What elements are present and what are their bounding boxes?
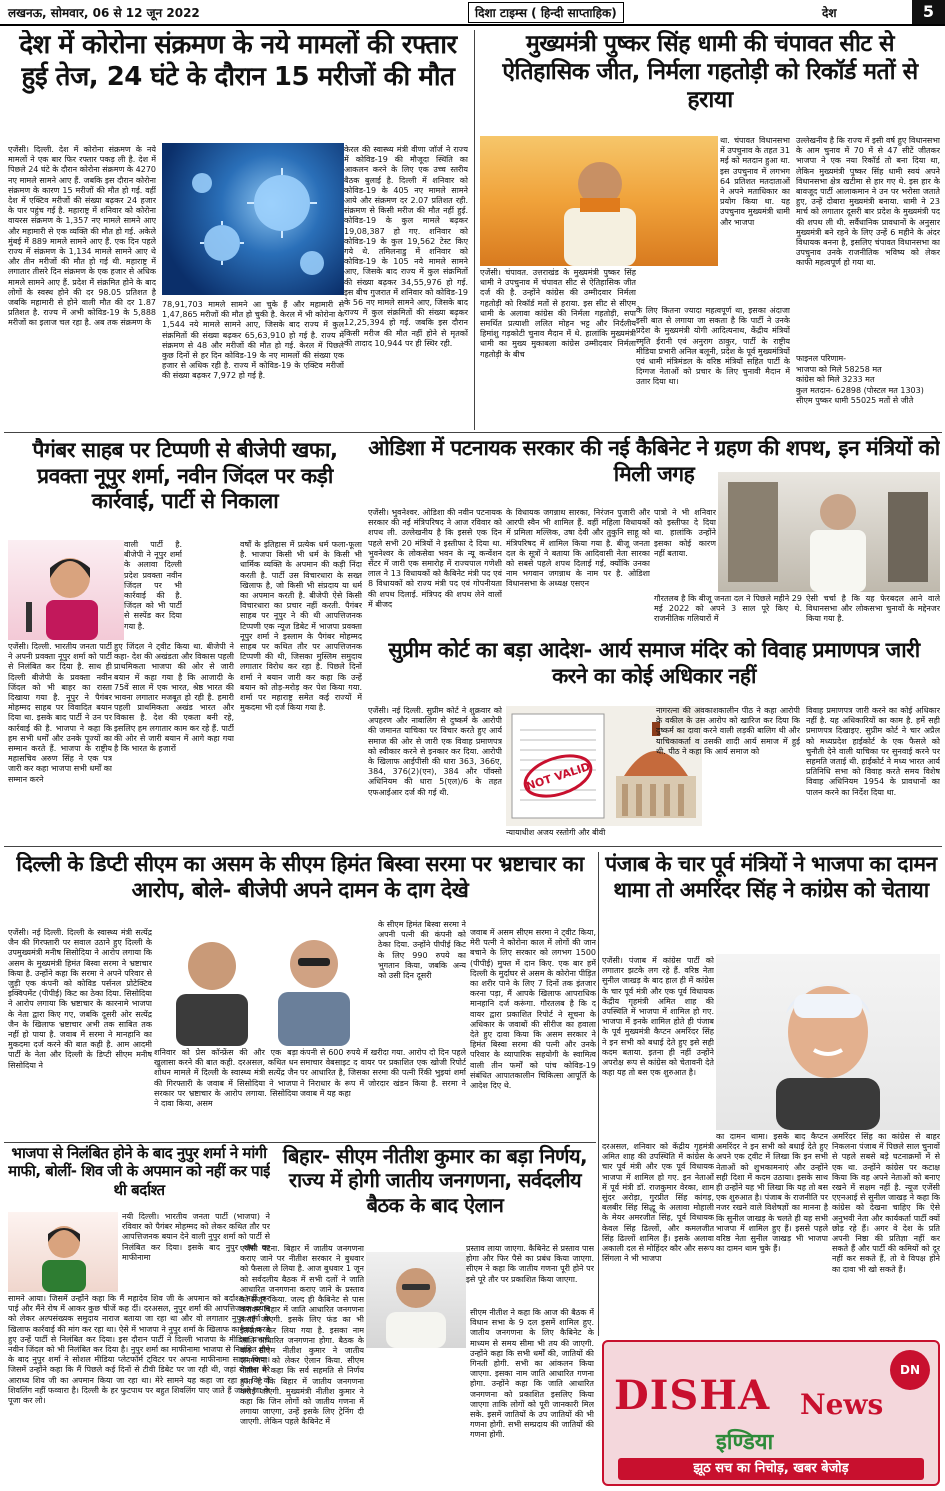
a2-col2: के लिए कितना ज्यादा महत्वपूर्ण था, इसका अंदाजा इसी बात से लगाया जा सकता है कि पार्टी ने उनके प्रदेश के मुख्यमंत्री योगी आदित्यनाथ, केंद्रीय मंत्रियों स्मृति ईरानी एवं अनुराग ठाकुर, पार्टी के राष्ट्रीय मीडिया प्रभारी अनिल बलूनी, प्रदेश के पूर्व मुख्यमंत्रियों एवं धामी मंत्रिमंडल के वरिष्ठ मंत्रियों सहित पार्टी के दिग्गज नेताओं को प्रचार के लिए चुनावी मैदान में उतार दिया था।: [636, 306, 790, 387]
a5-col2: नागरत्ना की अवकाशकालीन पीठ ने कहा आरोपी के वकील के उस आरोप को खारिज कर दिया कि दुष्कर्म का दावा करने वाली लड़की बालिग थी और याचिकाकर्ता व उसकी शादी आर्य समाज में हुई थी. पीठ ने कहा कि आर्य समाज को: [656, 706, 800, 756]
a7-col2: का दामन थामा। इसके बाद कैप्टन अमरिंदर ने इन सभी को बधाई देते हुए अपने एक ट्वीट में लिखा कि इन सभी नेताओं को शुभकामनाएं और उन्होंने सही दिशा में कदम उठाया। इसके साथ ही उन्होंने यह भी लिखा कि यह तो बस एक शुरुआत है। पंजाब के राजनीति पर नजर रखने वाले विशेषज्ञों का मानना है कि सुनील जाखड़ के चलते ही यह सभी भाजपा में शामिल हुए हैं। इससे पहले वरिष्ठ नेता सुनील जाखड़ भी भाजपा का दामन थाम चुके हैं।: [716, 1132, 828, 1254]
a8-col1-top: नयी दिल्ली। भारतीय जनता पार्टी (भाजपा) ने रविवार को पैगंबर मोहम्मद को लेकर कथित तौर पर आपत्तिजनक बयान देने वाली नुपुर शर्मा को पार्टी से निलंबित कर दिया। इसके बाद नुपुर शर्मा का माफीनामा: [122, 1212, 270, 1262]
result-line: भाजपा को मिले 58258 मत: [796, 364, 882, 374]
a8-col1: सामने आया। जिसमें उन्होंने कहा कि मैं महादेव शिव जी के अपमान को बर्दाश्त नहीं कर पाई और मैंने रोष में आकर कुछ चीजें कह दीं। दरअसल, नुपुर शर्मा की आपत्तिजनक बयान को लेकर अल्पसंख्यक समुदाय नाराज बताया जा रहा था और वो लगातार नुपुर शर्मा के खिलाफ कार्रवाई की मांग कर रहा था। ऐसे में भाजपा ने नुपुर शर्मा के खिलाफ कार्रवाई करते हुए उन्हें पार्टी से निलंबित कर दिया। इस दौरान पार्टी ने दिल्ली भाजपा के मीडिया प्रभारी नवीन जिंदल को भी निलंबित कर दिया है। नुपुर शर्मा का माफीनामा भाजपा से निलंबित होने के बाद नुपुर शर्मा ने सोशल मीडिया प्लेटफॉर्म ट्विटर पर अपना माफीनामा साझा किया। जिसमें उन्होंने कहा कि मैं पिछले कई दिनों से टीवी डिबेट पर जा रही थी, जहां रोजाना मेरे आराध्य शिव जी का अपमान किया जा रहा था। मेरे सामने यह कहा जा रहा था कि वो शिवलिंग नहीं फव्वारा है। दिल्ली के हर फुटपाथ पर बहुत शिवलिंग पाए जाते हैं जाओ जा के पूजा कर लो।: [8, 1294, 270, 1406]
a6-col4: जवाब में असम सीएम सरमा ने ट्वीट किया, मेरी पत्नी ने कोरोना काल में लोगों की जान बचाने के लिए सरकार को लगभग 1500 (पीपीई) मुफ्त में दान किए. एक बार हमें दिल्ली के मुर्दाघर से असम के कोरोना पीड़ित का शरीर पाने के लिए 7 दिनों तक इंतजार करना पड़ा, मैं आपके खिलाफ आपराधिक मानहानि दर्ज करूंगा. गौरतलब है कि द वायर द्वारा प्रकाशित रिपोर्ट ने सूचना के अधिकार के जवाबों की सीरीज का हवाला देते हुए दावा किया कि असम सरकार ने हिमंत बिस्वा सरमा की पत्नी और उनके परिवार के व्यापारिक सहयोगी के स्वामित्व वाली तीन फर्मों को पांच कोविड-19 संबंधित आपातकालीन चिकित्सा आपूर्ति के आदेश दिए थे.: [470, 928, 596, 1091]
a1-virus-image: [162, 143, 344, 295]
a4-col3: पात्रो ने भी शनिवार को इस्तीफा दे दिया था. हालांकि उन्होंने इसका कोई कारण नहीं बताया.: [654, 508, 716, 558]
a5-headline: सुप्रीम कोर्ट का बड़ा आदेश- आर्य समाज मंदिर को विवाह प्रमाणपत्र जारी करने का कोई अधिकार नहीं: [388, 638, 920, 688]
ad-badge-icon: [890, 1350, 930, 1390]
a9-col2: सीएम नीतीश ने कहा कि आज की बैठक में विधान सभा के 9 दल इसमें शामिल हुए. जातीय जनगणना के लिए कैबिनेट के माध्यम से समय सीमा भी तय की जाएगी. उन्होंने कहा कि सभी धर्मों की, जातियों की गिनती होगी. सभी का आंकलन किया जाएगा. इसका नाम जाति आधारित गणना होगा. उन्होंने कहा कि जाति आधारित जनगणना को प्रकाशित इसलिए किया जाएगा ताकि लोगों को पूरी जानकारी मिल सके. इसमें जातियों के उप जातियों की भी गणना होगी. सभी सम्प्रदाय की जातियों की गणना होगी.: [470, 1308, 594, 1440]
row-divider: [4, 432, 942, 433]
a2-col1: था. चंपावत विधानसभा में उपचुनाव के तहत 31 मई को मतदान हुआ था. इस उपचुनाव में लगभग 64 प्रतिशत मतदाताओं ने अपने मताधिकार का प्रयोग किया था. यह उपचुनाव मुख्यमंत्री धामी और भाजपा: [720, 136, 790, 227]
ad-sub: इण्डिया: [716, 1430, 774, 1455]
a3-nupur-photo: [8, 540, 124, 640]
ad-tagline: झूठ सच का निचोड़, खबर बेजोड़: [618, 1458, 924, 1480]
a1-col3: केरल की स्वास्थ्य मंत्री वीणा जॉर्ज ने राज्य में कोविड-19 की मौजूदा स्थिति का आकलन करने के लिए एक उच्च स्तरीय बैठक बुलाई है. दिल्ली में शनिवार को कोविड-19 के 405 नए मामले सामने आये और संक्रमण दर 2.07 प्रतिशत रही. संक्रमण से किसी मरीज की मौत नहीं हुई. कोविड-19 के कुल मामले बढ़कर 19,08,387 हो गए. शनिवार को कोविड-19 के कुल 19,562 टेस्ट किए गये थे. तमिलनाडु में शनिवार को कोविड-19 के 105 नये मामले सामने आए, जिसके बाद राज्य में कुल संक्रमितों की संख्या बढ़कर 34,55,976 हो गई. इस बीच गुजरात में शनिवार को कोविड-19 के 56 नए मामले सामने आए, जिसके बाद राज्य में कुल संक्रमितों की संख्या बढ़कर 12,25,394 हो गई. जबकि इस दौरान किसी मरीज की मौत नहीं होने से मृतकों की तादाद 10,944 पर ही स्थिर रही.: [344, 145, 468, 348]
page-number: 5: [912, 0, 945, 24]
person-icon: [716, 954, 940, 1130]
result-line: फाइनल परिणाम-: [796, 354, 846, 363]
a5-col1: एजेंसी। नई दिल्ली. सुप्रीम कोर्ट ने शुक्रवार को अपहरण और नाबालिग से दुष्कर्म के आरोपी की जमानत याचिका पर विचार करते हुए आर्य समाज की ओर से जारी एक विवाह प्रमाणपत्र को स्वीकार करने से इनकार कर दिया. आरोपी के खिलाफ आईपीसी की धारा 363, 366ए, 384, 376(2)(एन), 384 और पॉक्सो अधिनियम की धारा 5(एल)/6 के तहत एफआईआर दर्ज की गई थी.: [368, 706, 502, 797]
a9-nitish-photo: [366, 1252, 466, 1348]
a3-headline: पैगंबर साहब पर टिप्पणी से बीजेपी खफा, प्रवक्ता नूपुर शर्मा, नवीन जिंदल पर कड़ी कार्रवाई, पार्टी से निकाला: [32, 438, 338, 514]
a6-col2a: के सीएम हिमंत बिस्वा सरमा ने अपनी पत्नी की कंपनी को ठेका दिया. उन्होंने पीपीई किट के लिए 990 रुपये का भुगतान किया, जबकि अन्य को उसी दिन दूसरी: [378, 920, 466, 981]
a1-col2: 78,91,703 मामले सामने आ चुके हैं और महामारी से 1,47,865 मरीजों की मौत हो चुकी है. केरल में भी कोरोना के 1,544 नये मामले सामने आए, जिसके बाद राज्य में कुल संक्रमितों की संख्या बढ़कर 65,63,910 हो गई है. राज्य में संक्रमण से 48 और मरीजों की मौत हो गई. केरल में पिछले कुछ दिनों से हर दिन कोविड-19 के नए मामलों की संख्या एक हजार से अधिक रही है. राज्य में कोविड-19 के एक्टिव मरीजों की संख्या बढ़कर 7,972 हो गई है.: [162, 300, 344, 381]
a6-leaders-photo: [154, 920, 376, 1046]
row-divider: [4, 1142, 596, 1143]
a7-col3: अमरिंदर सिंह का कांग्रेस से बाहर निकलना पंजाब में पिछले साल चुनावों से पहले सबसे बड़े घटनाक्रमों में से एक था. उन्होंने कांग्रेस पर कटाक्ष किया कि वह अपने नेताओं को बनाए रखने में सक्षम नहीं है. न्यूज एजेंसी एएनआई से सुनील जाखड़ ने कहा कि कांग्रेस को देखना चाहिए कि ऐसे अनुभवी नेता और कार्यकर्ता पार्टी क्यों छोड़ रहे हैं। अगर वे देश के प्रति अपनी निष्ठा की प्रतिज्ञा नहीं कर सकते हैं और पार्टी की कमियों को दूर नहीं कर सकते हैं, तो वे विपक्ष होने का दावा भी खो सकते हैं।: [832, 1132, 940, 1274]
a4-col3b: गौरतलब है कि बीजू जनता दल ने पिछले महीने 29 मई 2022 को अपने 3 साल पूरे किए थे. राजनीतिक गलियारों में: [654, 594, 802, 624]
not-valid-stamp: NOT VALID: [524, 760, 592, 793]
person-icon: [366, 1252, 466, 1348]
a8-nupur-photo: [8, 1212, 118, 1292]
person-icon: [480, 136, 718, 266]
page-header: [0, 0, 945, 26]
result-line: सीएम पुष्कर धामी 55025 मतों से जीते: [796, 396, 914, 405]
a7-col1b: दरअसल, शनिवार को केंद्रीय गृहमंत्री अमित शाह की उपस्थिति में कांग्रेस के चार पूर्व मंत्री और एक पूर्व विधायक भाजपा में शामिल हो गए. इन नेताओं में पूर्व मंत्री डॉ. राजकुमार वेरका, शाम सुंदर अरोड़ा, गुरप्रीत सिंह कांगड़, बलबीर सिंह सिद्धू के अलावा मोहाली के मेयर अमरजीत सिंह, पूर्व विधायक केवल सिंह ढिल्लों, और कमलजीत सिंह ढिल्लों शामिल हैं। इसके अलावा अकाली दल से मोहिंदर कौर और सरूप सिंगला ने भी भाजपा: [602, 1142, 714, 1264]
person-icon: [718, 472, 940, 592]
date-line: लखनऊ, सोमवार, 06 से 12 जून 2022: [8, 6, 200, 20]
a1-col1: एजेंसी। दिल्ली. देश में कोरोना संक्रमण के नये मामलों ने एक बार फिर रफ्तार पकड़ ली है. देश में पिछले 24 घंटे के दौरान कोरोना संक्रमण के 4270 नए मामले सामने आए हैं. जबकि इस दौरान कोरोना संक्रमण के कारण 15 मरीजों की मौत हो गई. वहीं देश में एक्टिव मरीजों की संख्या बढ़कर 24 हजार के पार पहुंच गई है. महाराष्ट्र में शनिवार को कोरोना वायरस संक्रमण के 1,357 नए मामले सामने आए और महामारी से एक व्यक्ति की मौत हो गई. अकेले मुंबई में 889 मामले सामने आए हैं. एक दिन पहले राज्य में संक्रमण के 1,134 मामले सामने आए थे और तीन मरीजों की मौत हो गई थी. महाराष्ट्र में लगातार तीसरे दिन संक्रमण के एक हजार से अधिक मामले सामने आए हैं. प्रदेश में संक्रमित होने के बाद लोगों के स्वस्थ होने की दर 98.05 प्रतिशत है जबकि महामारी से होने वाली मौत की दर 1.87 प्रतिशत है. राज्य में अभी कोविड-19 के 5,888 मरीजों का इलाज चल रहा है. अब तक संक्रमण के: [8, 145, 156, 328]
masthead: दिशा टाइम्स ( हिन्दी साप्ताहिक): [468, 2, 624, 23]
a4-headline: ओडिशा में पटनायक सरकार की नई कैबिनेट ने ग्रहण की शपथ, इन मंत्रियों को मिली जगह: [368, 436, 940, 486]
a2-col3: उल्लेखनीय है कि राज्य में इसी वर्ष हुए विधानसभा के आम चुनाव में 70 में से 47 सीटें जीतकर भाजपा ने एक नया रिकॉर्ड तो बना दिया था, लेकिन मुख्यमंत्री पुष्कर सिंह धामी स्वयं अपने विधानसभा क्षेत्र खटीमा से हार गए थे. इस हार के बावजूद पार्टी आलाकमान ने उन पर भरोसा जताते हुए, उन्हें दोबारा मुख्यमंत्री बनाया. धामी ने 23 मार्च को लगातार दूसरी बार प्रदेश के मुख्यमंत्री पद की शपथ ली थी. सर्वैधानिक प्रावधानों के अनुसार मुख्यमंत्री बने रहने के लिए उन्हें 6 महीने के अंदर विधायक बनना है, इसलिए चंपावत विधानसभा का उपचुनाव उनके राजनीतिक भविष्य को लेकर काफी महत्वपूर्ण हो गया था.: [796, 136, 940, 268]
a3-col3: वर्षों के इतिहास में प्रत्येक धर्म फला-फूला है. भाजपा किसी भी धर्म के किसी भी धार्मिक व्यक्ति के अपमान की कड़ी निंदा करती है. पार्टी उस विचारधारा के सख्त खिलाफ है, जो किसी भी संप्रदाय या धर्म का अपमान करती है. बीजेपी ऐसे किसी विचारधारा का प्रचार नहीं करती. पैगंबर साहब पर नूपुर ने की थी आपत्तिजनक टिप्पणी एक न्यूज डिबेट में भाजपा प्रवक्ता नूपुर शर्मा ने इस्लाम के पैगंबर मोहम्मद साहब पर कथित तौर पर आपत्तिजनक टिप्पणी की थी, जिसका मुस्लिम समुदाय लगातार विरोध कर रहा है. पिछले दिनों शर्मा ने बयान जारी कर कहा कि उन्हें बयान को तोड़-मरोड़ कर पेश किया गया. शर्मा पर महाराष्ट्र समेत कई राज्यों में मुकदमा भी दर्ज किया गया है.: [240, 540, 362, 713]
section-name: देश: [822, 6, 837, 20]
virus-icon: [162, 143, 344, 295]
a6-headline: दिल्ली के डिप्टी सीएम का असम के सीएम हिमंत बिस्वा सरमा पर भ्रष्टाचार का आरोप, बोले- बीजेपी अपने दामन के दाग देखे: [16, 852, 584, 902]
a7-headline: पंजाब के चार पूर्व मंत्रियों ने भाजपा का दामन थामा तो अमरिंदर सिंह ने कांग्रेस को चेताया: [605, 852, 937, 902]
person-icon: [8, 540, 124, 640]
column-divider: [598, 852, 599, 1336]
a5-caption: न्यायाधीश अजय रस्तोगी और बीवी: [506, 828, 656, 840]
disha-news-ad[interactable]: [602, 1340, 940, 1486]
a6-col1: एजेंसी। नई दिल्ली. दिल्ली के स्वास्थ्य मंत्री सत्येंद्र जैन की गिरफ्तारी पर सवाल उठाने हुए दिल्ली के उपमुख्यमंत्री मनीष सिसोदिया ने आरोप लगाया कि असम के मुख्यमंत्री हिमंत बिस्वा सरमा ने भ्रष्टाचार किया है. उन्होंने कहा कि सरमा ने अपने परिवार से जुड़ी एक कंपनी को कोविड पर्सनल प्रोटेक्टिव इक्विपमेंट (पीपीई) किट का ठेका दिया. सिसोदिया ने आरोप लगाया कि भ्रष्टाचार के कारनामे भाजपा के नेता द्वारा किए गए, जबकि दूसरी ओर सत्येंद्र जैन के खिलाफ भ्रष्टाचार अभी तक साबित तक नहीं हो पाया है. जवाब में सरमा ने मानहानि का मुकदमा दर्ज करने की बात कही है. आम आदमी पार्टी के नेता और दिल्ली के डिप्टी सीएम मनीष सिसोदिया ने: [8, 928, 152, 1070]
a3-col2: हुए जिंदल ने ट्वीट किया था. बीजेपी ने कहा- देश की अखंडता और विकास पहली प्राथमिकता भाजपा की ओर से जारी बयान में कहा गया है कि आजादी के 75वें साल में एक भारत, श्रेष्ठ भारत की भावना लगातार मजबूत हो रही है. हमारी पहली प्राथमिकता अखंड भारत और विकास है. देश की एकता बनी रहे, इसलिए हम लगातार काम कर रहे हैं. पार्टी की ओर से जारी बयान में आगे कहा गया है कि भारत के हजारों: [114, 642, 234, 754]
person-icon: [8, 1212, 118, 1292]
a4-col1: एजेंसी। भुवनेश्वर. ओडिशा की नवीन पटनायक सरकार की नई मंत्रिपरिषद ने आज रविवार को शपथ ली. उल्लेखनीय है कि इससे एक दिन पहले सभी 20 मंत्रियों ने इस्तीफा दे दिया था. भुवनेश्वर के लोकसेवा भवन के न्यू कन्वेंशन सेंटर में जारी एक समारोह में राज्यपाल गणेशी लाल ने 13 विधायकों को कैबिनेट मंत्री पद एवं 8 विधायकों को राज्य मंत्री पद एवं गोपनीयता की शपथ दिलाई. मंत्रिपद की शपथ लेने वालों में बीजद: [368, 508, 502, 609]
ad-brand: DISHA: [614, 1372, 771, 1419]
a9-col2-top: प्रस्ताव लाया जाएगा. कैबिनेट से प्रस्ताव पास होगा और फिर पैसे का प्रबंध किया जाएगा. सीएम ने कहा कि जातीय गणना पूरी होने पर इसे पूरे तौर पर प्रकाशित किया जाएगा.: [466, 1244, 594, 1284]
column-divider: [474, 30, 475, 430]
a3-col1-top: वाली पार्टी है. बीजेपी ने नूपुर शर्मा के अलावा दिल्ली प्रदेश प्रवक्ता नवीन जिंदल पर भी कार्रवाई की है. जिंदल को भी पार्टी से सस्पेंड कर दिया गया है.: [124, 540, 182, 631]
a2-results: [796, 354, 940, 428]
a9-col1: एजेंसी पटना. बिहार में जातीय जनगणना कराए जाने पर नीतीश सरकार ने बुधवार को फैसला ले लिया है. आज बुधवार 1 जून को सर्वदलीय बैठक में सभी दलों ने जाति आधारित जनगणना कराए जाने के प्रस्ताव को मंजूर किया. जल्द ही कैबिनेट से पास कराकर बिहार में जाति आधारित जनगणना कराई जाएगी. इसके लिए फंड का भी इंतजाम कर लिया गया है. इसका नाम जाति आधारित जनगणना होगा. बैठक के बाद सीएम नीतीश कुमार ने जातीय जनगणना को लेकर ऐलान किया. सीएम नीतीश ने कहा कि सर्व सहमति से निर्णय हुआ है कि बिहार में जातीय जनगणना कराई जाएगी. मुख्यमंत्री नीतीश कुमार ने कहा कि जिन लोगों को जातीय गणना में लगाया जाएगा, उन्हें इसके लिए ट्रेनिंग दी जाएगी. लेकिन पहले कैबिनेट में: [240, 1244, 364, 1427]
a3-col1: एजेंसी। दिल्ली. भारतीय जनता पार्टी ने अपनी प्रवक्ता नूपुर शर्मा को पार्टी से निलंबित कर दिया है. साथ ही दिल्ली बीजेपी के प्रवक्ता नवीन जिंदल को भी बाहर का रास्ता दिखाया गया है. नूपुर ने पैगंबर मोहम्मद साहब पर विवादित बयान दिया था. इसके बाद पार्टी ने उन पर कार्रवाई की है. भाजपा ने कहा कि हम सभी धर्मों और उनके पूज्यों का सम्मान करते हैं. भाजपा के राष्ट्रीय महासचिव अरुण सिंह ने एक पत्र जारी कर कहा भाजपा सभी धर्मों का सम्मान करने: [8, 642, 112, 784]
a2-headline: मुख्यमंत्री पुष्कर सिंह धामी की चंपावत सीट से ऐतिहासिक जीत, निर्मला गहतोड़ी को रिकॉर्ड मतों से हराया: [502, 31, 918, 114]
a7-col1: एजेंसी। पंजाब में कांग्रेस पार्टी को लगातार झटके लग रहे हैं. वरिष्ठ नेता सुनील जाखड़ के बाद हाल ही में कांग्रेस के चार पूर्व मंत्री और एक पूर्व विधायक केंद्रीय गृहमंत्री अमित शाह की उपस्थिति में भाजपा में शामिल हो गए. भाजपा में इनके शामिल होते ही पंजाब के पूर्व मुख्यमंत्री कैप्टन अमरिंदर सिंह ने इन सभी को बधाई देते हुए इसे सही कदम बताया. इतना ही नहीं उन्होंने अपरोक्ष रूप से कांग्रेस को चेतावनी देते कहा यह तो बस एक शुरुआत है।: [602, 956, 714, 1078]
a4-col4: ऐसी चर्चा है कि यह फेरबदल आने वाले विधानसभा और लोकसभा चुनावों के मद्देनजर किया गया है.: [806, 594, 940, 624]
a6-col3b: कंपनी से 600 रुपये में खरीदा गया. आरोप दो दिन पहले समाचार वेबसाइट द वायर पर प्रकाशित एक खोजी रिपोर्ट पर आधारित है, जिसका सरमा की पत्नी रिंकी भुइयां शर्मा ने निराधार के रूप में जोरदार खंडन किया है. सरमा ने जवाब में यह कहा: [300, 1048, 466, 1098]
a2-caption: एजेंसी। चंपावत. उत्तराखंड के मुख्यमंत्री पुष्कर सिंह धामी ने उपचुनाव में चंपावत सीट से ऐतिहासिक जीत दर्ज की है. उन्होंने कांग्रेस की उम्मीदवार निर्मला गहतोड़ी को रिकॉर्ड मतों से हराया. इस सीट से सीएम धामी के अलावा कांग्रेस की निर्मला गहतोड़ी, सपा समर्थित प्रत्याशी ललित मोहन भट्ट और निर्दलीय हिमांशु गड़कोटी चुनाव मैदान में थे. हालांकि मुख्यमंत्री धामी का मुख्य मुकाबला कांग्रेस उम्मीदवार निर्मला गहतोड़ी के बीच: [480, 268, 636, 359]
a7-amarinder-photo: [716, 954, 940, 1130]
a6-col2b: शनिवार को प्रेस कॉन्फ्रेंस की और एक बड़ा खुलासा करने की बात कही. दरअसल, कथित धन शोधन मामले में दिल्ली के स्वास्थ्य मंत्री सत्येंद्र जैन की गिरफ्तारी के जवाब में सिसोदिया ने भाजपा सरकार पर भ्रष्टाचार के आरोप लगाया. सिसोदिया ने दावा किया, असम: [154, 1048, 298, 1109]
a1-headline: देश में कोरोना संक्रमण के नये मामलों की रफ्तार हुई तेज, 24 घंटे के दौरान 15 मरीजों की मौत: [19, 30, 457, 92]
ad-badge-text: DN: [899, 1363, 920, 1377]
result-line: कांग्रेस को मिले 3233 मत: [796, 375, 875, 384]
a2-dhami-photo: [480, 136, 718, 266]
a4-patnaik-photo: [718, 472, 940, 592]
a5-col3: विवाह प्रमाणपत्र जारी करने का कोई अधिकार नहीं है. यह अधिकारियों का काम है. हमें सही प्रमाणपत्र दिखाइए. सुप्रीम कोर्ट ने चार अप्रैल को मध्यप्रदेश हाईकोर्ट के एक फैसले को चुनौती देने वाली याचिका पर सुनवाई करने पर सहमति जताई थी. हाईकोर्ट ने मध्य भारत आर्य प्रतिनिधि सभा को विवाह करते समय विशेष विवाह अधिनियम 1954 के प्रावधानों का पालन करने का निर्देश दिया था.: [806, 706, 940, 797]
a8-headline: भाजपा से निलंबित होने के बाद नुपुर शर्मा ने मांगी माफी, बोलीं- शिव जी के अपमान को नहीं कर पाई थी बर्दाश्त: [8, 1144, 270, 1199]
row-divider: [4, 846, 942, 847]
a9-headline: बिहार- सीएम नीतीश कुमार का बड़ा निर्णय, राज्य में होगी जातीय जनगणना, सर्वदलीय बैठक के बाद ऐलान: [282, 1144, 588, 1217]
person-icon: [154, 920, 376, 1046]
ad-brand-news: News: [800, 1388, 884, 1421]
result-line: कुल मतदान- 62898 (पोस्टल मत 1303): [796, 385, 924, 395]
a4-col2: के विधायक जगन्नाथ सारका, निरंजन पुजारी और आरपी स्वैन भी शामिल हैं. वहीं महिला विधायकों में प्रमिला मल्लिक, उषा देवी और तुकुनि साहू को मंत्रिपरिषद में शामिल किया गया है. बीजू जनता दल के सूत्रों ने बताया कि आदिवासी नेता सारका को सबसे पहले शपथ दिलाई गई, क्योंकि उनका नाम भगवान जगन्नाथ के नाम पर है. ओडिशा विधानसभा के अध्यक्ष एसएन: [506, 508, 650, 589]
